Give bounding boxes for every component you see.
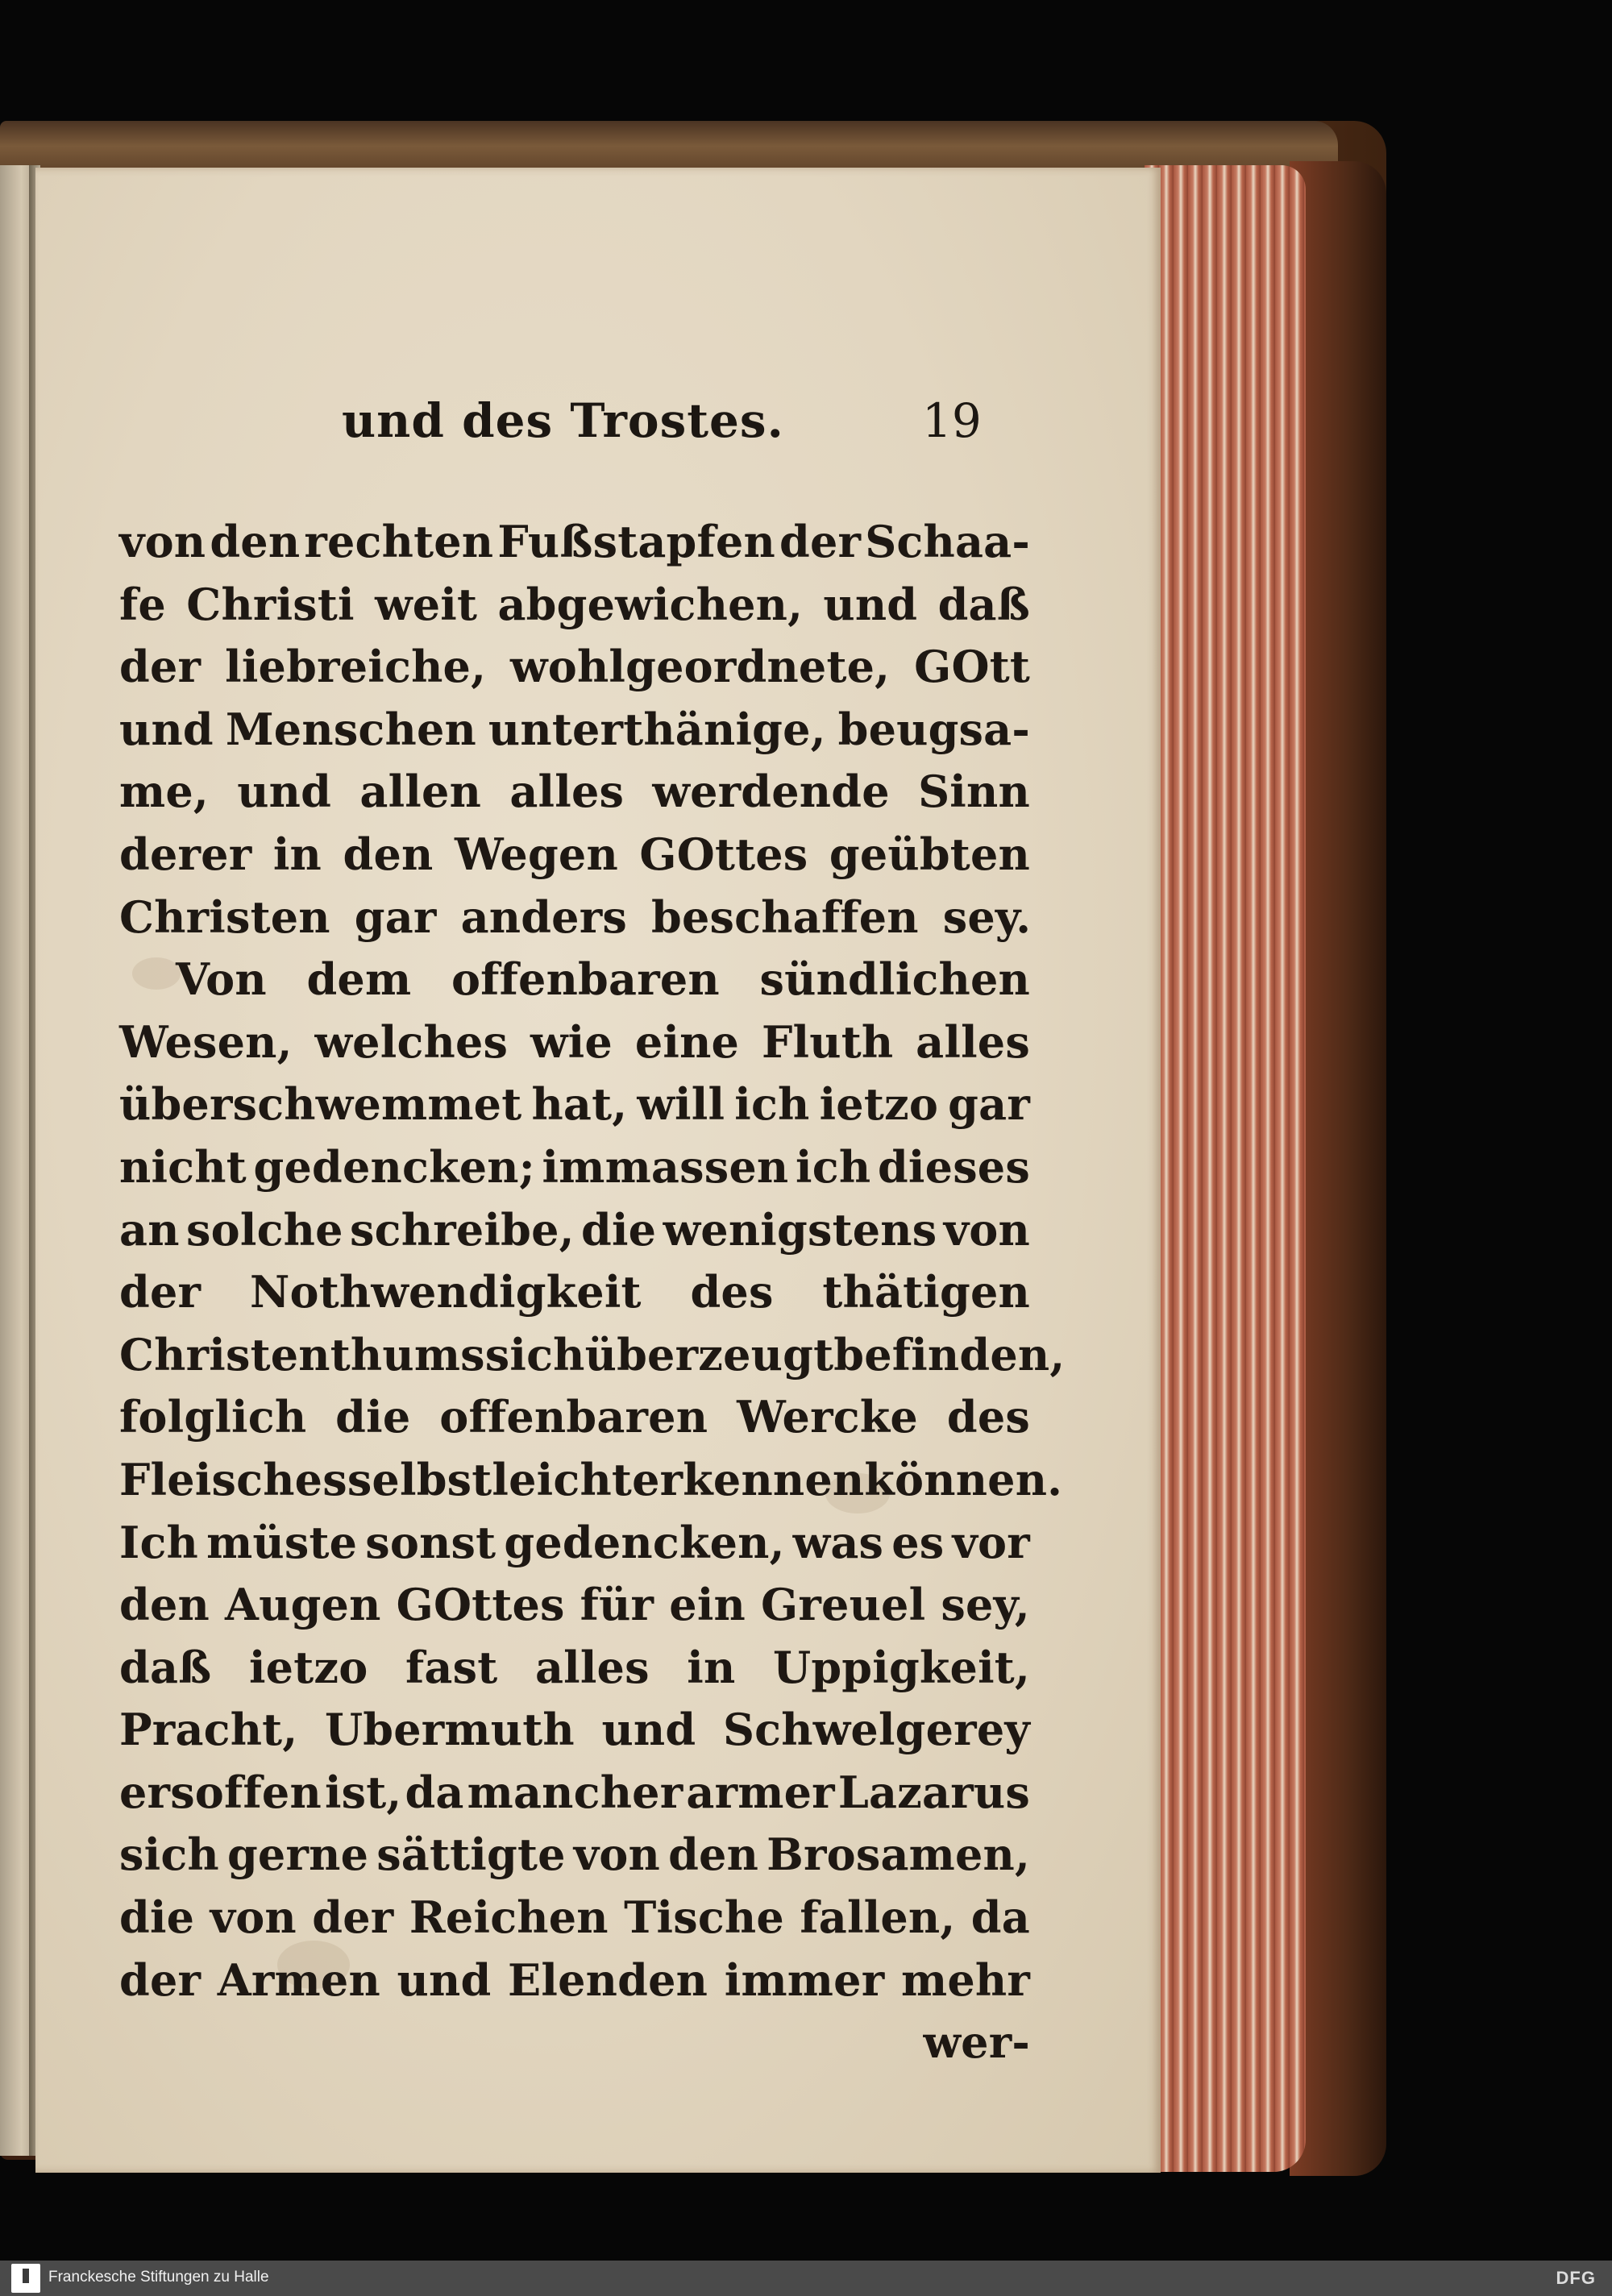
- word: anders: [460, 891, 627, 943]
- word: Augen: [225, 1579, 381, 1631]
- word: von: [119, 516, 206, 567]
- word: welches: [314, 1015, 509, 1068]
- footer-bar: [0, 2261, 1612, 2296]
- word: hat,: [531, 1078, 628, 1131]
- text-line: [119, 761, 1030, 824]
- word: sündlichen: [759, 953, 1030, 1006]
- text-line: [119, 699, 1030, 762]
- word: gedencken,: [504, 1516, 785, 1568]
- word: ich: [734, 1078, 810, 1131]
- text-line: [119, 824, 1030, 886]
- word: Lazarus: [837, 1766, 1030, 1818]
- word: von: [943, 1203, 1030, 1256]
- page-fore-edge: [1145, 165, 1306, 2172]
- word: an: [119, 1203, 180, 1256]
- text-line: [119, 1949, 1030, 2012]
- word: den: [210, 516, 301, 567]
- word: liebreiche,: [225, 641, 487, 693]
- word: immassen: [542, 1140, 789, 1193]
- word: Fußstapfen: [497, 516, 775, 567]
- word: die: [335, 1391, 411, 1443]
- text-line: [119, 1011, 1030, 1074]
- text-line: [119, 1136, 1030, 1199]
- word: GOttes: [396, 1579, 565, 1631]
- word: Wesen,: [119, 1015, 293, 1068]
- word: der: [119, 1953, 202, 2006]
- word: überschwemmet: [119, 1078, 522, 1131]
- word: Christen: [119, 891, 330, 943]
- word: da: [970, 1891, 1030, 1944]
- word: sey,: [941, 1579, 1030, 1631]
- word: Fluth: [761, 1015, 894, 1068]
- page-header: [35, 393, 1161, 466]
- word: sich: [484, 1328, 585, 1381]
- word: dieses: [877, 1140, 1030, 1193]
- word: von: [210, 1891, 297, 1944]
- word: der: [779, 516, 862, 567]
- word: Elenden: [508, 1953, 708, 2006]
- catchword: wer-: [923, 2016, 1030, 2069]
- word: was: [792, 1516, 884, 1568]
- text-line: [119, 1073, 1030, 1136]
- catchword-line: [119, 2012, 1030, 2074]
- word: Brosamen,: [767, 1829, 1030, 1881]
- word: wohlgeordnete,: [510, 641, 891, 693]
- word: der: [312, 1891, 394, 1944]
- word: thätigen: [822, 1266, 1030, 1318]
- word: gerne: [226, 1829, 369, 1881]
- word: Reichen: [409, 1891, 609, 1944]
- word: Ich: [119, 1516, 199, 1568]
- word: daß: [119, 1641, 212, 1693]
- page-number: 19: [922, 393, 982, 448]
- word: Von: [176, 953, 267, 1006]
- word: ist,: [324, 1766, 402, 1818]
- word: eine: [634, 1015, 740, 1068]
- footer-institution: Franckesche Stiftungen zu Halle: [48, 2269, 269, 2286]
- word: Schaa-: [865, 516, 1030, 567]
- word: sich: [119, 1829, 219, 1881]
- text-line: [119, 1512, 1030, 1575]
- word: und: [119, 703, 214, 755]
- word: beugsa-: [837, 703, 1030, 755]
- word: die: [119, 1891, 195, 1944]
- text-line: [119, 1699, 1030, 1762]
- running-title: und des Trostes.: [342, 393, 784, 448]
- word: können.: [864, 1453, 1063, 1505]
- word: fast: [405, 1641, 498, 1693]
- word: alles: [916, 1015, 1030, 1068]
- word: Wercke: [737, 1391, 918, 1443]
- text-line: [119, 1574, 1030, 1637]
- word: weit: [375, 578, 478, 630]
- word: die: [581, 1203, 657, 1256]
- word: ich: [796, 1140, 871, 1193]
- word: den: [668, 1829, 759, 1881]
- word: ietzo: [248, 1641, 368, 1693]
- word: GOtt: [914, 641, 1030, 693]
- word: rechten: [304, 516, 494, 567]
- dfg-badge: DFG: [1556, 2268, 1596, 2288]
- word: solche: [186, 1203, 343, 1256]
- word: überzeugt: [584, 1328, 834, 1381]
- word: mancher: [467, 1766, 683, 1818]
- word: der: [119, 1266, 202, 1318]
- word: immer: [724, 1953, 885, 2006]
- word: nicht: [119, 1140, 247, 1193]
- word: Pracht,: [119, 1704, 298, 1756]
- word: Schwelgerey: [722, 1704, 1030, 1756]
- word: und: [397, 1953, 492, 2006]
- word: will: [637, 1078, 725, 1131]
- word: Menschen: [225, 703, 476, 755]
- text-line: [119, 1762, 1030, 1825]
- text-line: [119, 949, 1030, 1011]
- text-line: [119, 1887, 1030, 1949]
- word: befinden,: [833, 1328, 1066, 1381]
- word: alles: [534, 1641, 650, 1693]
- facing-page-sliver: [0, 165, 31, 2156]
- word: Greuel: [761, 1579, 926, 1631]
- word: schreibe,: [350, 1203, 575, 1256]
- text-line: [119, 1449, 1063, 1512]
- text-line: [119, 1824, 1030, 1887]
- word: in: [687, 1641, 736, 1693]
- word: daß: [937, 578, 1030, 630]
- word: wie: [530, 1015, 613, 1068]
- text-line: [119, 574, 1030, 637]
- book-page: [35, 168, 1161, 2173]
- word: fallen,: [800, 1891, 956, 1944]
- word: abgewichen,: [497, 578, 804, 630]
- word: unterthänige,: [488, 703, 826, 755]
- word: des: [690, 1266, 774, 1318]
- word: derer: [119, 828, 252, 880]
- word: offenbaren: [439, 1391, 708, 1443]
- word: dem: [306, 953, 412, 1006]
- word: ein: [669, 1579, 746, 1631]
- text-line: [119, 636, 1030, 699]
- word: Tische: [624, 1891, 784, 1944]
- word: von: [573, 1829, 660, 1881]
- word: Ubermuth: [324, 1704, 575, 1756]
- word: Wegen: [454, 828, 618, 880]
- word: den: [119, 1579, 210, 1631]
- word: ersoffen: [119, 1766, 322, 1818]
- word: vor: [952, 1516, 1030, 1568]
- word: selbst: [347, 1453, 492, 1505]
- word: alles: [509, 766, 625, 818]
- word: Christi: [186, 578, 355, 630]
- word: Christenthums: [119, 1328, 485, 1381]
- word: geübten: [829, 828, 1030, 880]
- word: offenbaren: [451, 953, 720, 1006]
- word: werdende: [652, 766, 890, 818]
- word: gar: [948, 1078, 1030, 1131]
- word: ietzo: [819, 1078, 939, 1131]
- word: es: [891, 1516, 945, 1568]
- text-line: [119, 1199, 1030, 1262]
- word: Sinn: [918, 766, 1030, 818]
- text-line: [119, 1261, 1030, 1324]
- word: armer: [686, 1766, 835, 1818]
- word: gar: [354, 891, 437, 943]
- word: me,: [119, 766, 209, 818]
- word: erkennen: [632, 1453, 865, 1505]
- text-line: [119, 886, 1030, 949]
- text-line: [119, 1386, 1030, 1449]
- word: der: [119, 641, 202, 693]
- institution-logo-icon: [11, 2264, 40, 2293]
- text-line: [119, 511, 1030, 574]
- word: Armen: [217, 1953, 380, 2006]
- word: mehr: [900, 1953, 1030, 2006]
- word: da: [405, 1766, 464, 1818]
- word: Fleisches: [119, 1453, 347, 1505]
- word: für: [580, 1579, 654, 1631]
- word: und: [601, 1704, 696, 1756]
- word: allen: [359, 766, 482, 818]
- word: GOttes: [639, 828, 808, 880]
- word: wenigstens: [663, 1203, 937, 1256]
- word: und: [237, 766, 332, 818]
- word: sättigte: [376, 1829, 566, 1881]
- word: fe: [119, 578, 166, 630]
- word: müste: [206, 1516, 358, 1568]
- text-line: [119, 1637, 1030, 1700]
- word: und: [823, 578, 918, 630]
- word: sey.: [942, 891, 1032, 943]
- body-text: [119, 511, 1066, 2074]
- word: sonst: [365, 1516, 496, 1568]
- word: gedencken;: [253, 1140, 535, 1193]
- word: in: [272, 828, 322, 880]
- word: Nothwendigkeit: [249, 1266, 642, 1318]
- word: den: [343, 828, 434, 880]
- word: des: [946, 1391, 1030, 1443]
- word: folglich: [119, 1391, 307, 1443]
- word: Uppigkeit,: [773, 1641, 1030, 1693]
- word: leicht: [492, 1453, 633, 1505]
- text-line: [119, 1324, 1066, 1387]
- word: beschaffen: [651, 891, 919, 943]
